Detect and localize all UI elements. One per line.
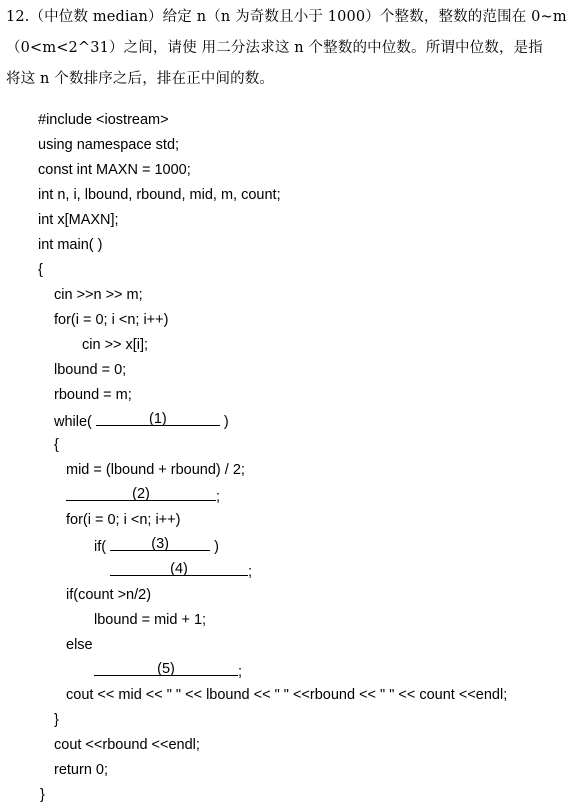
- blank-5[interactable]: [94, 659, 238, 676]
- code-line-cout-result: cout <<rbound <<endl;: [54, 737, 200, 753]
- code-line-return: return 0;: [54, 762, 108, 778]
- blank-4[interactable]: [110, 559, 248, 576]
- code-line-const: const int MAXN = 1000;: [38, 162, 191, 178]
- code-line-declare-array: int x[MAXN];: [38, 212, 119, 228]
- blank-1-label: (1): [149, 411, 167, 427]
- code-line-close-brace: }: [40, 787, 45, 803]
- code-line-open-brace: {: [38, 262, 43, 278]
- blank-5-label: (5): [157, 661, 175, 677]
- code-line-blank-4: [110, 559, 252, 581]
- problem-line-2: （0<m<2^31）之间，请使 用二分法求这 n 个整数的中位数。所谓中位数，是指: [6, 40, 543, 56]
- code-line-include: #include <iostream>: [38, 112, 169, 128]
- code-line-cin: cin >>n >> m;: [54, 287, 143, 303]
- while-close: ): [219, 414, 229, 430]
- blank-3-label: (3): [151, 536, 169, 552]
- code-line-cout-debug: cout << mid << " " << lbound << " " <<rbound << " " << count <<endl;: [66, 687, 508, 703]
- code-line-for-count: for(i = 0; i <n; i++): [66, 512, 181, 528]
- problem-line-3: 将这 n 个数排序之后，排在正中间的数。: [6, 71, 275, 87]
- code-line-lbound-init: lbound = 0;: [54, 362, 127, 378]
- code-line-if-count: if(count >n/2): [66, 587, 152, 603]
- code-line-blank-5: [94, 659, 242, 681]
- problem-statement: [6, 2, 568, 95]
- blank-4-label: (4): [170, 561, 188, 577]
- if-close: ): [210, 539, 219, 555]
- blank-5-semicolon: ;: [238, 664, 243, 680]
- code-line-blank-2: [66, 484, 220, 506]
- blank-1[interactable]: [96, 409, 220, 426]
- code-line-using: using namespace std;: [38, 137, 180, 153]
- while-keyword: while(: [54, 414, 96, 430]
- code-line-mid-calc: mid = (lbound + rbound) / 2;: [66, 462, 245, 478]
- code-line-lbound-update: lbound = mid + 1;: [94, 612, 207, 628]
- problem-line-1: 12.（中位数 median）给定 n（n 为奇数且小于 1000）个整数，整数的范围在 0~m: [6, 9, 567, 25]
- code-line-main: int main( ): [38, 237, 103, 253]
- blank-2-semicolon: ;: [216, 489, 221, 505]
- code-line-while: [54, 409, 229, 431]
- code-line-for-read: for(i = 0; i <n; i++): [54, 312, 169, 328]
- blank-2[interactable]: [66, 484, 216, 501]
- code-line-rbound-init: rbound = m;: [54, 387, 132, 403]
- blank-2-label: (2): [132, 486, 150, 502]
- code-line-if-blank-3: [94, 534, 219, 556]
- code-line-while-close-brace: }: [54, 712, 59, 728]
- blank-4-semicolon: ;: [248, 564, 253, 580]
- code-line-while-open-brace: {: [54, 437, 59, 453]
- blank-3[interactable]: [110, 534, 210, 551]
- code-line-declare-vars: int n, i, lbound, rbound, mid, m, count;: [38, 187, 281, 203]
- if-keyword: if(: [94, 539, 111, 555]
- code-line-else: else: [66, 637, 93, 653]
- code-line-cin-x: cin >> x[i];: [82, 337, 149, 353]
